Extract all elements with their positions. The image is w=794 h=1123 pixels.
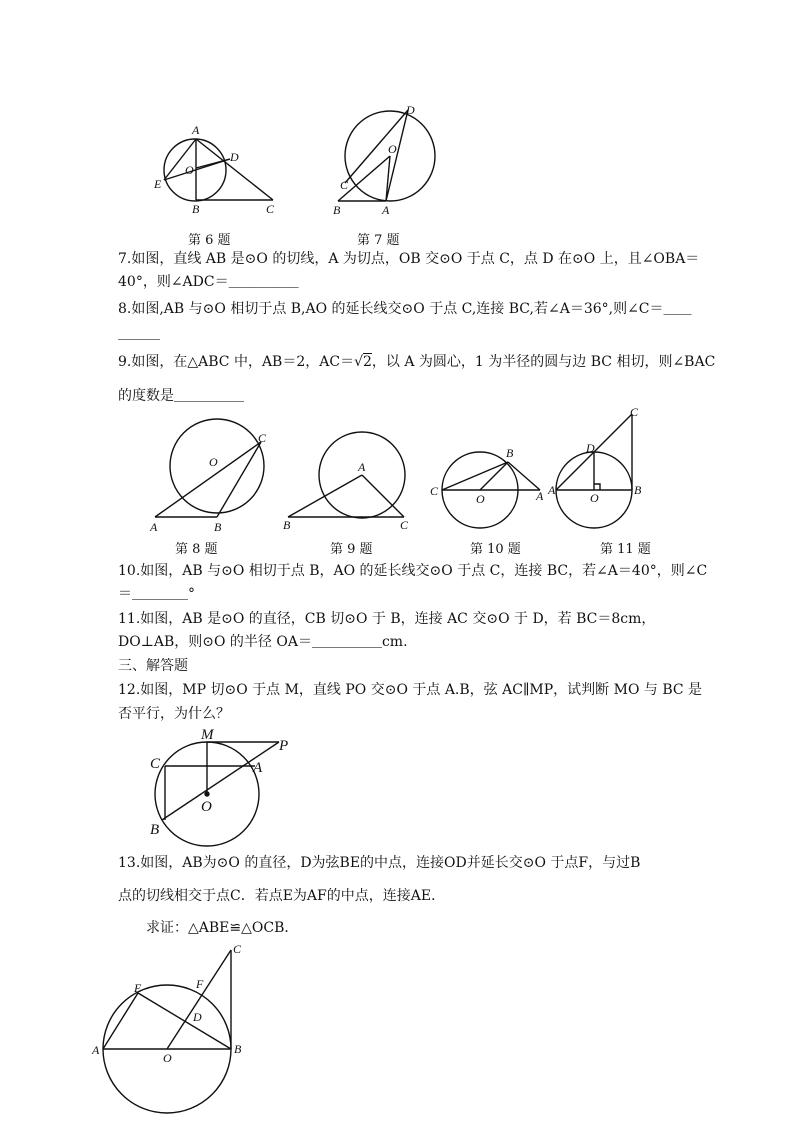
label-O: O bbox=[590, 491, 599, 505]
label-B: B bbox=[150, 822, 160, 838]
label-A: A bbox=[150, 520, 158, 534]
caption-q9: 第 9 题 bbox=[330, 542, 373, 557]
label-A: A bbox=[358, 460, 366, 474]
label-C: C bbox=[430, 484, 439, 498]
label-A: A bbox=[192, 123, 200, 137]
label-C: C bbox=[340, 178, 349, 192]
label-E: E bbox=[134, 981, 142, 995]
q10-text-line2: ＝＿＿＿＿° bbox=[118, 586, 195, 602]
q9-text-line2: 的度数是＿＿＿＿＿ bbox=[118, 388, 244, 404]
q13-text-line2: 点的切线相交于点C．若点E为AF的中点，连接AE． bbox=[118, 888, 446, 904]
q11-text-line2: DO⊥AB，则⊙O 的半径 OA＝＿＿＿＿＿cm. bbox=[118, 634, 408, 650]
caption-q10: 第 10 题 bbox=[470, 542, 521, 557]
figure-q6 bbox=[140, 120, 310, 220]
label-B: B bbox=[506, 446, 514, 460]
label-A: A bbox=[92, 1043, 100, 1057]
label-D: D bbox=[406, 103, 415, 117]
q9-prefix: 9.如图，在△ABC 中，AB＝2，AC＝ bbox=[118, 354, 355, 370]
label-B: B bbox=[283, 518, 291, 532]
label-C: C bbox=[150, 756, 161, 772]
label-A: A bbox=[253, 760, 263, 776]
label-O: O bbox=[476, 492, 485, 506]
section-heading: 三、解答题 bbox=[118, 658, 188, 674]
q7-text-line1: 7.如图，直线 AB 是⊙O 的切线，A 为切点，OB 交⊙O 于点 C，点 D 在⊙O 上，且∠OBA＝ bbox=[118, 251, 700, 267]
sqrt-sign: √2 bbox=[354, 354, 372, 370]
label-D: D bbox=[230, 150, 239, 164]
label-C: C bbox=[630, 405, 639, 419]
q11-text-line1: 11.如图，AB 是⊙O 的直径，CB 切⊙O 于 B，连接 AC 交⊙O 于 D，若 BC＝8cm， bbox=[118, 611, 656, 627]
q9-text-line1 bbox=[118, 352, 716, 373]
figure-q9 bbox=[280, 425, 420, 535]
q12-text-line2: 否平行，为什么？ bbox=[118, 706, 230, 722]
figure-q11 bbox=[550, 402, 660, 532]
label-B: B bbox=[214, 520, 222, 534]
label-O: O bbox=[201, 799, 212, 815]
label-B: B bbox=[234, 1042, 242, 1056]
label-A: A bbox=[548, 483, 556, 497]
q9-suffix: ，以 A 为圆心，1 为半径的圆与边 BC 相切，则∠BAC bbox=[371, 354, 716, 370]
label-E: E bbox=[154, 177, 162, 191]
label-B: B bbox=[333, 203, 341, 217]
caption-q7: 第 7 题 bbox=[357, 233, 400, 248]
q7-text-line2: 40°，则∠ADC＝＿＿＿＿＿ bbox=[118, 274, 299, 290]
label-B: B bbox=[192, 202, 200, 216]
label-C: C bbox=[400, 518, 409, 532]
q12-text-line1: 12.如图，MP 切⊙O 于点 M，直线 PO 交⊙O 于点 A.B，弦 AC∥MP，试判断 MO 与 BC 是 bbox=[118, 682, 703, 698]
q8-text-line1: 8.如图,AB 与⊙O 相切于点 B,AO 的延长线交⊙O 于点 C,连接 BC,若∠A＝36°,则∠C＝＿＿ bbox=[118, 301, 692, 317]
label-D: D bbox=[193, 1010, 202, 1024]
label-O: O bbox=[209, 455, 218, 469]
figure-q12 bbox=[145, 722, 305, 842]
label-M: M bbox=[201, 727, 214, 743]
label-O: O bbox=[185, 163, 194, 177]
q8-text-line2: ＿＿＿ bbox=[118, 326, 160, 342]
label-P: P bbox=[279, 738, 289, 754]
figure-q7 bbox=[330, 100, 450, 220]
figure-q10 bbox=[425, 440, 555, 535]
label-B: B bbox=[634, 483, 642, 497]
caption-q11: 第 11 题 bbox=[600, 542, 651, 557]
q13-text-line1: 13.如图，AB为⊙O 的直径，D为弦BE的中点，连接OD并延长交⊙O 于点F，与过B bbox=[118, 855, 641, 871]
figure-q13 bbox=[90, 940, 260, 1120]
label-A: A bbox=[382, 203, 390, 217]
q10-text-line1: 10.如图，AB 与⊙O 相切于点 B，AO 的延长线交⊙O 于点 C，连接 BC，若∠A＝40°，则∠C bbox=[118, 563, 708, 579]
label-C: C bbox=[233, 942, 242, 956]
label-D: D bbox=[586, 441, 595, 455]
caption-q8: 第 8 题 bbox=[175, 542, 218, 557]
figure-q8 bbox=[145, 420, 275, 535]
caption-q6: 第 6 题 bbox=[188, 233, 231, 248]
label-O: O bbox=[163, 1051, 172, 1065]
label-A: A bbox=[536, 489, 544, 503]
label-C: C bbox=[266, 202, 275, 216]
q9-radicand: 2 bbox=[363, 354, 372, 370]
label-C: C bbox=[258, 431, 267, 445]
label-F: F bbox=[196, 977, 204, 991]
label-O: O bbox=[388, 142, 397, 156]
q13-text-line3: 求证：△ABE≌△OCB． bbox=[146, 920, 299, 936]
